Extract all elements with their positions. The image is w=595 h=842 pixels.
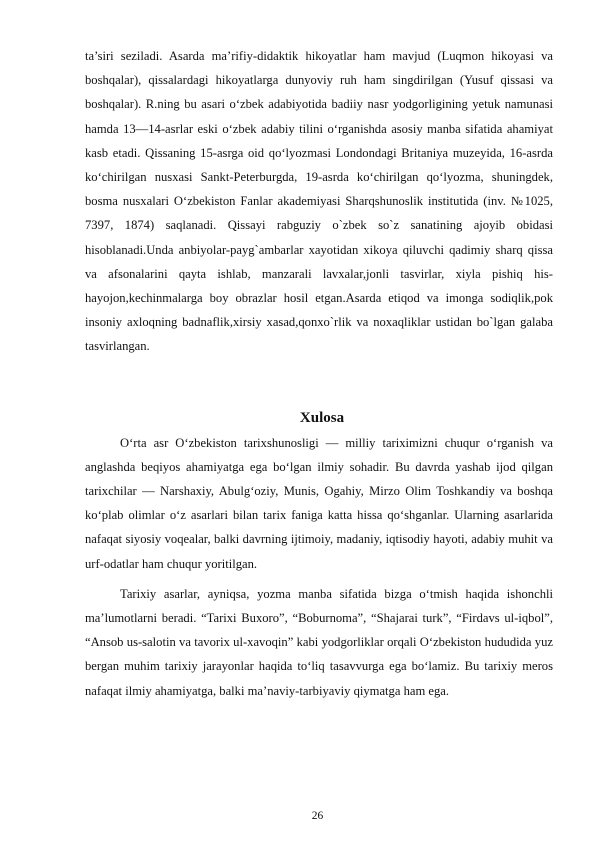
page-number: 26 bbox=[311, 810, 324, 822]
section-heading: Xulosa bbox=[299, 409, 345, 426]
conclusion-paragraph-1: O‘rta asr O‘zbekiston tarixshunosligi — milliy tariximizni chuqur o‘rganish va anglashda beqiyos ahamiyatga ega bo‘lgan ilmiy sohadir. Bu davrda yashab ijod qilgan tarixchilar — Narshaxiy, Abulg‘oziy, Munis, Ogahiy, Mirzo Olim Toshkandiy va boshqa ko‘plab olimlar o‘z asarlari bilan tarix faniga katta hissa qo‘shganlar. Ularning asarlarida nafaqat siyosiy voqealar, balki davrning ijtimoiy, madaniy, iqtisodiy hayoti, adabiy muhit va urf-odatlar ham chuqur yoritilgan. bbox=[85, 435, 553, 571]
body-paragraph: ta’siri seziladi. Asarda ma’rifiy-didaktik hikoyatlar ham mavjud (Luqmon hikoyasi va boshqalar), qissalardagi hikoyatlarga dunyoviy ruh ham singdirilgan (Yusuf qissasi va boshqalar). R.ning bu asari o‘zbek adabiyotida badiiy nasr yodgorligining yetuk namunasi hamda 13—14-asrlar eski o‘zbek adabiy tilini o‘rganishda asosiy manba sifatida ahamiyat kasb etadi. Qissaning 15-asrga oid qo‘lyozmasi Londondagi Britaniya muzeyida, 16-asrda ko‘chirilgan nusxasi Sankt-Peterburgda, 19-asrda ko‘chirilgan qo‘lyozma, shuningdek, bosma nusxalari O‘zbekiston Fanlar akademiyasi Sharqshunoslik institutida (inv. №1025, 7397, 1874) saqlanadi. Qissayi rabguziy o`zbek so`z sanatining ajoyib obidasi hisoblanadi.Unda anbiyolar-payg`ambarlar xayotidan xikoya qiluvchi qadimiy sharq qissa va afsonalarini qayta ishlab, manzarali lavxalar,jonli tasvirlar, xiyla pishiq his-hayojon,kechinmalarga boy obrazlar hosil etgan.Asarda etiqod va imonga sodiqlik,pok insoniy axloqning badnaflik,xirsiy xasad,qonxo`rlik va noxaqliklar ustidan bo`lgan galaba tasvirlangan. bbox=[85, 49, 553, 354]
document-page bbox=[85, 44, 553, 703]
conclusion-paragraph-2: Tarixiy asarlar, ayniqsa, yozma manba sifatida bizga o‘tmish haqida ishonchli ma’lumotlarni beradi. “Tarixi Buxoro”, “Boburnoma”, “Shajarai turk”, “Firdavs ul-iqbol”, “Ansob us-salotin va tavorix ul-xavoqin” kabi yodgorliklar orqali O‘zbekiston hududida yuz bergan muhim tarixiy jarayonlar haqida to‘liq tasavvurga ega bo‘lamiz. Bu tarixiy meros nafaqat ilmiy ahamiyatga, balki ma’naviy-tarbiyaviy qiymatga ham ega. bbox=[85, 586, 553, 698]
